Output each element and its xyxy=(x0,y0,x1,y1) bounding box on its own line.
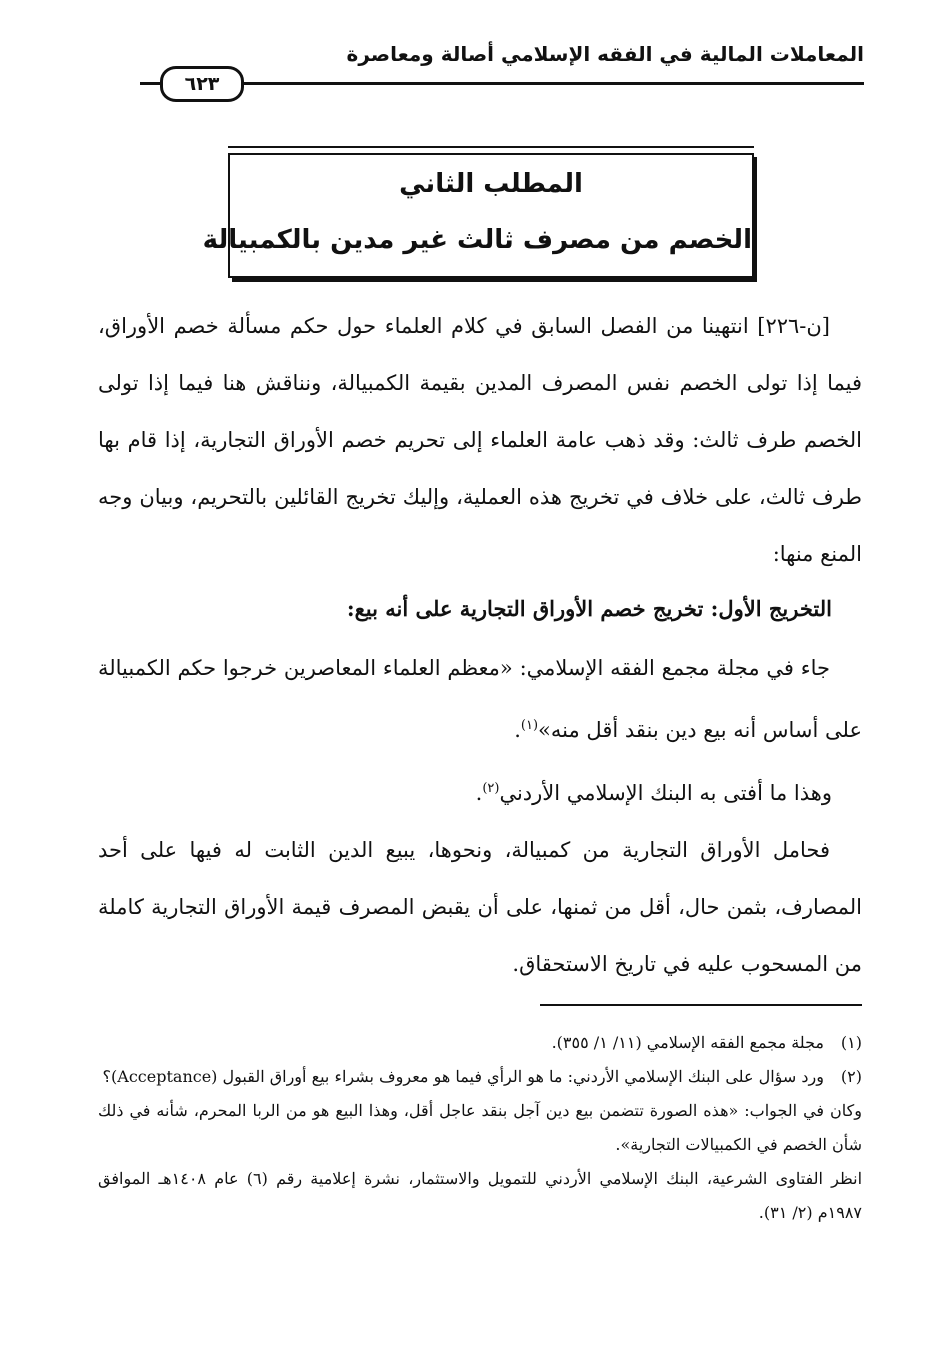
footnote-ref-1[interactable]: (١) xyxy=(520,718,539,733)
paragraph-quote-text: جاء في مجلة مجمع الفقه الإسلامي: «معظم العلماء المعاصرين خرجوا حكم الكمبيالة على أساس أنه بيع دين بنقد أقل منه» xyxy=(98,656,862,742)
running-header-title: المعاملات المالية في الفقه الإسلامي أصالة ومعاصرة xyxy=(346,42,864,66)
paragraph-quote-end: . xyxy=(514,718,521,742)
footnote-separator xyxy=(540,1004,862,1006)
footnote-1-text: مجلة مجمع الفقه الإسلامي (١١/ ١/ ٣٥٥). xyxy=(551,1033,824,1052)
footnote-2-answer: وكان في الجواب: «هذه الصورة تتضمن بيع دين آجل بنقد عاجل أقل، وهذا البيع هو من الربا المحرم، شأنه في ذلك شأن الخصم في الكمبيالات التجارية». xyxy=(98,1101,862,1154)
paragraph-fatwa-text: وهذا ما أفتى به البنك الإسلامي الأردني xyxy=(499,781,832,805)
header-rule xyxy=(140,82,864,85)
paragraph-fatwa xyxy=(98,760,862,822)
footnote-2-text: ورد سؤال على البنك الإسلامي الأردني: ما هو الرأي فيما هو معروف بشراء بيع أوراق القبول (Acceptance)؟ xyxy=(102,1067,824,1086)
footnote-1 xyxy=(98,1026,862,1060)
section-heading: المطلب الثاني xyxy=(399,169,583,199)
paragraph-fatwa-end: . xyxy=(475,781,483,805)
footnote-2 xyxy=(98,1060,862,1094)
footnote-1-number: (١) xyxy=(840,1033,862,1052)
title-top-rule xyxy=(228,146,754,148)
section-title: الخصم من مصرف ثالث غير مدين بالكمبيالة xyxy=(202,225,752,255)
paragraph-explanation-text: فحامل الأوراق التجارية من كمبيالة، ونحوها، يبيع الدين الثابت له فيها على أحد المصارف، بثمن حال، أقل من ثمنها، على أن يقبض المصرف قيمة الأوراق التجارية كاملة من المسحوب عليه في تاريخ الاستحقاق. xyxy=(98,838,862,976)
section-title-box xyxy=(202,153,754,278)
paragraph-explanation xyxy=(98,822,862,993)
footnote-ref-2[interactable]: (٢) xyxy=(482,781,500,796)
footnote-2-number: (٢) xyxy=(840,1067,862,1086)
footnotes-area xyxy=(98,1026,862,1230)
paragraph-intro xyxy=(98,298,862,583)
subheading-first-takhrij: التخريج الأول: تخريج خصم الأوراق التجارية على أنه بيع: xyxy=(346,596,832,621)
footnote-2-source: انظر الفتاوى الشرعية، البنك الإسلامي الأردني للتمويل والاستثمار، نشرة إعلامية رقم (٦) عام ١٤٠٨هـ الموافق ١٩٨٧م (٢/ ٣١). xyxy=(98,1169,863,1222)
page-number-badge: ٦٢٣ xyxy=(160,66,244,102)
paragraph-quote xyxy=(98,640,862,759)
paragraph-intro-text: [ن-٢٢٦] انتهينا من الفصل السابق في كلام العلماء حول حكم مسألة خصم الأوراق، فيما إذا تولى الخصم نفس المصرف المدين بقيمة الكمبيالة، ونناقش هنا فيما إذا تولى الخصم طرف ثالث: وقد ذهب عامة العلماء إلى تحريم خصم الأوراق التجارية، إذا قام بها طرف ثالث، على خلاف في تخريج هذه العملية، وإليك تخريج القائلين بالتحريم، وبيان وجه المنع منها: xyxy=(98,314,862,566)
